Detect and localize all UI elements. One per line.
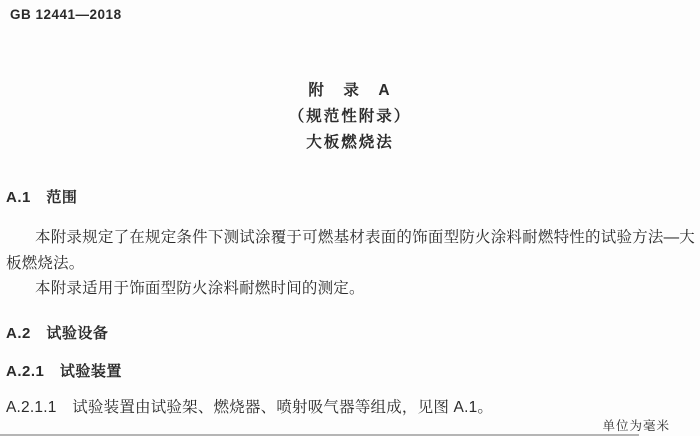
section-a1-paragraph1-line2: 板燃烧法。 — [6, 255, 85, 272]
appendix-title-block — [0, 78, 700, 156]
section-a1-paragraph1-line1: 本附录规定了在规定条件下测试涂覆于可燃基材表面的饰面型防火涂料耐燃特性的试验方法—大 — [35, 229, 695, 246]
section-a1-paragraph2: 本附录适用于饰面型防火涂料耐燃时间的测定。 — [35, 280, 365, 297]
appendix-title: 大板燃烧法 — [306, 134, 394, 151]
figure-top-border — [0, 434, 639, 436]
appendix-label: 附 录 A — [308, 82, 392, 99]
appendix-type-note: （规范性附录） — [288, 108, 412, 125]
figure-unit-note: 单位为毫米 — [602, 419, 670, 433]
standard-number: GB 12441—2018 — [10, 7, 122, 22]
clause-a211-text: A.2.1.1 试验装置由试验架、燃烧器、喷射吸气器等组成，见图 A.1。 — [6, 399, 494, 416]
section-a21-heading: A.2.1 试验装置 — [6, 363, 122, 380]
section-a2-heading: A.2 试验设备 — [6, 325, 109, 342]
section-a1-heading: A.1 范围 — [6, 189, 78, 206]
